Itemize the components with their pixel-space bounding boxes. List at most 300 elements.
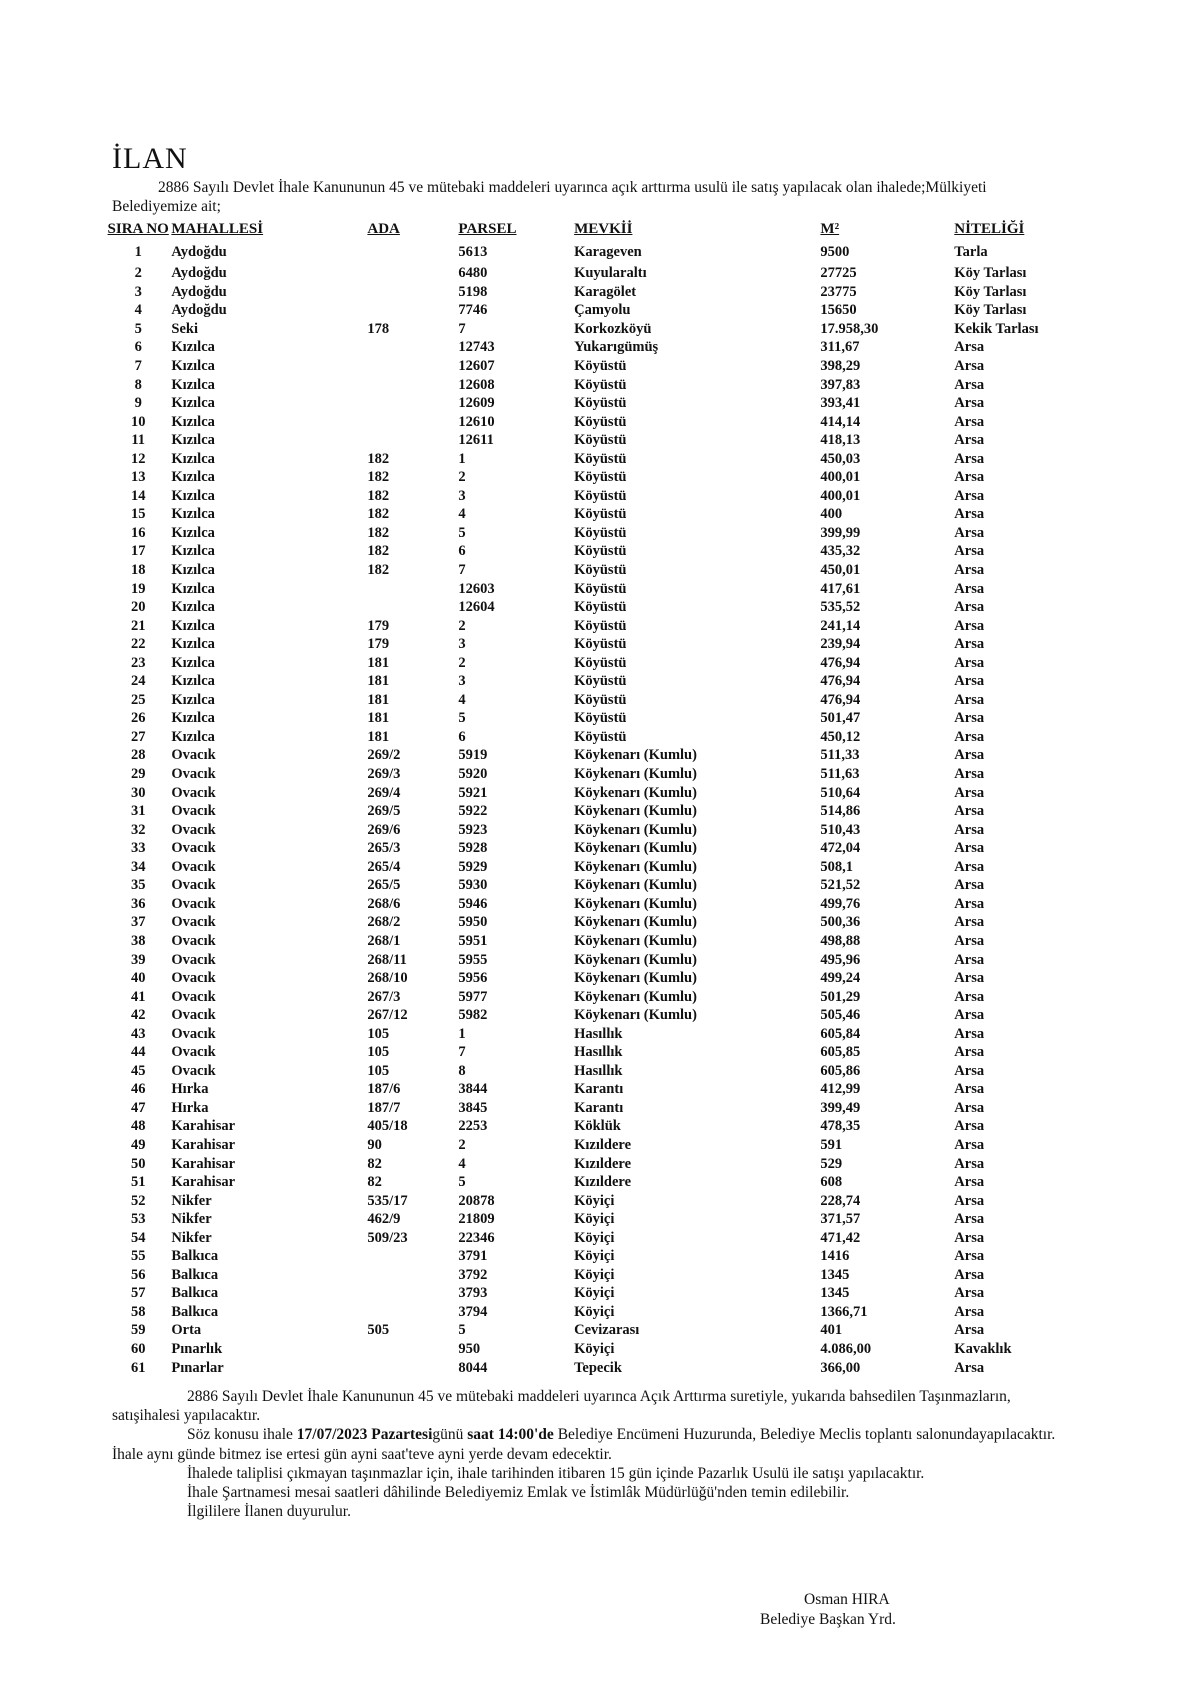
table-row: [105, 969, 1115, 988]
cell-nitelik: Arsa: [954, 821, 985, 838]
cell-parsel: 8: [458, 1062, 466, 1079]
cell-sira-no: 7: [134, 358, 142, 374]
cell-m2: 412,99: [820, 1081, 861, 1098]
cell-nitelik: Arsa: [954, 1303, 985, 1320]
closing-line-3: [112, 1425, 1142, 1444]
cell-parsel: 5977: [458, 988, 488, 1005]
cell-m2: 521,52: [820, 877, 861, 894]
cell-m2: 400,01: [820, 487, 861, 504]
cell-parsel: 3791: [458, 1248, 488, 1265]
cell-sira-no: 61: [130, 1359, 146, 1376]
table-row: [105, 691, 1115, 710]
cell-parsel: 950: [458, 1340, 481, 1357]
cell-mevki: Kızıldere: [574, 1155, 632, 1172]
signatory-name: Osman HIRA: [804, 1591, 890, 1608]
cell-ada: 268/10: [367, 970, 408, 987]
cell-sira-no: 52: [130, 1192, 146, 1209]
table-row: [105, 895, 1115, 914]
cell-mahalle: Kızılca: [171, 543, 215, 560]
cell-mevki: Korkozköyü: [574, 320, 652, 337]
cell-parsel: 5930: [458, 877, 488, 894]
cell-mahalle: Aydoğdu: [171, 265, 227, 282]
cell-mahalle: Kızılca: [171, 413, 215, 430]
cell-ada: [367, 598, 458, 617]
cell-sira-no: 28: [130, 747, 146, 764]
cell-nitelik: Arsa: [954, 358, 985, 374]
cell-ada: 535/17: [367, 1192, 408, 1209]
signature-block: [760, 1590, 896, 1630]
table-row: [105, 468, 1115, 487]
cell-sira-no: 13: [130, 469, 146, 486]
cell-parsel: 5919: [458, 747, 488, 764]
cell-ada: 181: [367, 673, 390, 690]
cell-sira-no: 21: [130, 617, 146, 634]
cell-m2: 511,33: [820, 747, 860, 764]
cell-ada: 269/3: [367, 766, 401, 783]
cell-mahalle: Kızılca: [171, 524, 215, 541]
cell-mevki: Karantı: [574, 1099, 624, 1116]
cell-ada: 269/5: [367, 803, 401, 820]
property-table: [105, 219, 1115, 1377]
cell-nitelik: Arsa: [954, 413, 985, 430]
cell-nitelik: Arsa: [954, 932, 985, 949]
cell-parsel: 5982: [458, 1007, 488, 1024]
closing-line-4: İhale aynı günde bitmez ise ertesi gün ayni saat'teve ayni yerde devam edecektir.: [112, 1445, 612, 1463]
cell-parsel: 2: [458, 469, 466, 486]
cell-ada: 187/7: [367, 1099, 401, 1116]
cell-ada: [367, 394, 458, 413]
cell-sira-no: 53: [130, 1211, 146, 1228]
cell-ada: 269/4: [367, 784, 401, 801]
cell-sira-no: 42: [130, 1007, 146, 1024]
cell-mevki: Köykenarı (Kumlu): [574, 821, 697, 838]
cell-mevki: Köykenarı (Kumlu): [574, 784, 697, 801]
cell-parsel: 4: [458, 691, 466, 708]
cell-sira-no: 56: [130, 1266, 146, 1283]
cell-mahalle: Ovacık: [171, 970, 216, 987]
cell-mevki: Köykenarı (Kumlu): [574, 840, 697, 857]
cell-parsel: 2: [458, 1136, 466, 1153]
cell-parsel: 12609: [458, 395, 495, 412]
cell-nitelik: Arsa: [954, 339, 985, 356]
cell-parsel: 3793: [458, 1285, 488, 1302]
cell-m2: 1345: [820, 1285, 850, 1302]
cell-mahalle: Kızılca: [171, 728, 215, 745]
cell-mahalle: Ovacık: [171, 821, 216, 838]
cell-nitelik: Köy Tarlası: [954, 302, 1027, 319]
table-row: [105, 375, 1115, 394]
cell-sira-no: 29: [130, 766, 146, 783]
cell-m2: 417,61: [820, 580, 861, 597]
cell-sira-no: 50: [130, 1155, 146, 1172]
cell-mahalle: Ovacık: [171, 1062, 216, 1079]
cell-m2: 241,14: [820, 617, 861, 634]
cell-mevki: Köykenarı (Kumlu): [574, 895, 697, 912]
cell-ada: 187/6: [367, 1081, 401, 1098]
cell-parsel: 6480: [458, 265, 488, 282]
cell-ada: 181: [367, 728, 390, 745]
cell-mevki: Hasıllık: [574, 1044, 623, 1061]
cell-parsel: 8044: [458, 1359, 488, 1376]
table-row: [105, 1358, 1115, 1377]
table-row: [105, 264, 1115, 283]
closing-text: [112, 1387, 1142, 1521]
cell-nitelik: Arsa: [954, 858, 985, 875]
cell-m2: 27725: [820, 265, 857, 282]
table-row: [105, 876, 1115, 895]
cell-m2: 1416: [820, 1248, 850, 1265]
cell-parsel: 7: [458, 320, 466, 337]
table-row: [105, 913, 1115, 932]
cell-ada: [367, 1247, 458, 1266]
cell-parsel: 3794: [458, 1303, 488, 1320]
table-row: [105, 1210, 1115, 1229]
table-row: [105, 1284, 1115, 1303]
cell-sira-no: 4: [134, 302, 142, 319]
table-row: [105, 431, 1115, 450]
closing-line-5: İhalede taliplisi çıkmayan taşınmazlar için, ihale tarihinden itibaren 15 gün içinde Pazarlık Usulü ile satışı yapılacaktır.: [187, 1464, 925, 1482]
cell-nitelik: Arsa: [954, 766, 985, 783]
cell-ada: 268/11: [367, 951, 407, 968]
cell-mahalle: Kızılca: [171, 450, 215, 467]
cell-mevki: Köyüstü: [574, 617, 627, 634]
cell-m2: 414,14: [820, 413, 861, 430]
table-row: [105, 1191, 1115, 1210]
cell-parsel: 5923: [458, 821, 488, 838]
cell-mahalle: Karahisar: [171, 1118, 236, 1135]
closing-p2-mid: günü: [432, 1426, 468, 1444]
cell-parsel: 5928: [458, 840, 488, 857]
cell-parsel: 3: [458, 487, 466, 504]
table-row: [105, 1266, 1115, 1285]
cell-mevki: Köyüstü: [574, 728, 627, 745]
cell-parsel: 5: [458, 1174, 466, 1191]
closing-p2-post: Belediye Encümeni Huzurunda, Belediye Meclis toplantı salonundayapılacaktır.: [553, 1426, 1056, 1444]
cell-m2: 591: [820, 1136, 843, 1153]
cell-mevki: Köyüstü: [574, 710, 627, 727]
table-row: [105, 820, 1115, 839]
table-row: [105, 1043, 1115, 1062]
cell-nitelik: Arsa: [954, 487, 985, 504]
cell-parsel: 22346: [458, 1229, 495, 1246]
cell-mevki: Köykenarı (Kumlu): [574, 877, 697, 894]
cell-sira-no: 58: [130, 1303, 146, 1320]
table-body: [105, 239, 1115, 1377]
header-mevki: MEVKİİ: [574, 220, 633, 237]
table-row: [105, 1154, 1115, 1173]
cell-m2: 450,03: [820, 450, 861, 467]
cell-ada: 269/6: [367, 821, 401, 838]
cell-nitelik: Arsa: [954, 803, 985, 820]
cell-mahalle: Balkıca: [171, 1285, 219, 1302]
cell-m2: 400: [820, 506, 843, 523]
cell-mahalle: Kızılca: [171, 617, 215, 634]
cell-mevki: Köykenarı (Kumlu): [574, 803, 697, 820]
cell-ada: [367, 1358, 458, 1377]
cell-ada: [367, 1284, 458, 1303]
cell-mevki: Yukarıgümüş: [574, 339, 659, 356]
cell-nitelik: Arsa: [954, 691, 985, 708]
header-mahalle: MAHALLESİ: [171, 220, 264, 237]
cell-sira-no: 5: [134, 320, 142, 337]
cell-nitelik: Arsa: [954, 1007, 985, 1024]
cell-mahalle: Orta: [171, 1322, 202, 1339]
cell-sira-no: 23: [130, 654, 146, 671]
cell-mevki: Köyüstü: [574, 432, 627, 449]
cell-mevki: Cevizarası: [574, 1322, 640, 1339]
table-row: [105, 1024, 1115, 1043]
cell-mevki: Köyüstü: [574, 450, 627, 467]
cell-nitelik: Arsa: [954, 1229, 985, 1246]
cell-ada: [367, 431, 458, 450]
cell-sira-no: 19: [130, 580, 146, 597]
cell-m2: 4.086,00: [820, 1340, 872, 1357]
cell-mevki: Köyiçi: [574, 1285, 615, 1302]
cell-ada: 265/5: [367, 877, 401, 894]
cell-sira-no: 38: [130, 932, 146, 949]
cell-mahalle: Kızılca: [171, 673, 215, 690]
table-row: [105, 598, 1115, 617]
cell-m2: 1366,71: [820, 1303, 868, 1320]
cell-mahalle: Ovacık: [171, 840, 216, 857]
cell-ada: 509/23: [367, 1229, 408, 1246]
table-row: [105, 746, 1115, 765]
cell-ada: 268/2: [367, 914, 401, 931]
cell-nitelik: Arsa: [954, 1118, 985, 1135]
cell-sira-no: 45: [130, 1062, 146, 1079]
cell-m2: 510,43: [820, 821, 861, 838]
cell-sira-no: 17: [130, 543, 146, 560]
cell-parsel: 2253: [458, 1118, 488, 1135]
cell-parsel: 12611: [458, 432, 494, 449]
cell-mevki: Köyüstü: [574, 413, 627, 430]
cell-parsel: 4: [458, 1155, 466, 1172]
table-row: [105, 357, 1115, 376]
cell-nitelik: Arsa: [954, 1174, 985, 1191]
cell-ada: 267/12: [367, 1007, 408, 1024]
table-row: [105, 1099, 1115, 1118]
table-row: [105, 1228, 1115, 1247]
table-row: [105, 283, 1115, 302]
cell-nitelik: Arsa: [954, 580, 985, 597]
cell-ada: [367, 357, 458, 376]
cell-sira-no: 40: [130, 970, 146, 987]
cell-ada: 181: [367, 710, 390, 727]
cell-nitelik: Arsa: [954, 840, 985, 857]
cell-sira-no: 11: [131, 432, 146, 449]
cell-sira-no: 34: [130, 858, 146, 875]
cell-nitelik: Arsa: [954, 1136, 985, 1153]
cell-sira-no: 6: [134, 339, 142, 356]
cell-parsel: 6: [458, 543, 466, 560]
cell-ada: 178: [367, 320, 390, 337]
table-row: [105, 802, 1115, 821]
cell-nitelik: Arsa: [954, 450, 985, 467]
cell-mevki: Köyüstü: [574, 524, 627, 541]
auction-date: 17/07/2023 Pazartesi: [296, 1426, 433, 1444]
cell-mahalle: Kızılca: [171, 395, 215, 412]
header-sira-no: SIRA NO: [107, 220, 169, 237]
cell-parsel: 20878: [458, 1192, 495, 1209]
cell-mevki: Köykenarı (Kumlu): [574, 988, 697, 1005]
cell-m2: 499,76: [820, 895, 861, 912]
cell-parsel: 3: [458, 673, 466, 690]
cell-m2: 471,42: [820, 1229, 861, 1246]
cell-mahalle: Kızılca: [171, 654, 215, 671]
table-row: [105, 320, 1115, 339]
cell-mevki: Hasıllık: [574, 1062, 623, 1079]
cell-ada: 182: [367, 562, 390, 579]
cell-mahalle: Ovacık: [171, 803, 216, 820]
cell-mahalle: Kızılca: [171, 358, 215, 374]
cell-ada: 179: [367, 636, 390, 653]
cell-mahalle: Kızılca: [171, 487, 215, 504]
cell-m2: 508,1: [820, 858, 854, 875]
cell-parsel: 3: [458, 636, 466, 653]
cell-m2: 9500: [820, 243, 850, 260]
cell-m2: 371,57: [820, 1211, 861, 1228]
cell-mevki: Kuyularaltı: [574, 265, 647, 282]
cell-m2: 393,41: [820, 395, 861, 412]
cell-mahalle: Ovacık: [171, 988, 216, 1005]
cell-nitelik: Arsa: [954, 673, 985, 690]
cell-mevki: Köyiçi: [574, 1303, 615, 1320]
cell-parsel: 21809: [458, 1211, 495, 1228]
cell-mevki: Çamyolu: [574, 302, 631, 319]
cell-mahalle: Kızılca: [171, 376, 215, 393]
cell-nitelik: Arsa: [954, 395, 985, 412]
cell-ada: 105: [367, 1062, 390, 1079]
table-row: [105, 542, 1115, 561]
cell-sira-no: 9: [134, 395, 142, 412]
cell-mahalle: Kızılca: [171, 339, 215, 356]
cell-mahalle: Nikfer: [171, 1211, 212, 1228]
cell-mahalle: Ovacık: [171, 895, 216, 912]
table-row: [105, 1173, 1115, 1192]
cell-sira-no: 24: [130, 673, 146, 690]
cell-nitelik: Köy Tarlası: [954, 283, 1027, 300]
cell-mahalle: Pınarlık: [171, 1340, 223, 1357]
cell-sira-no: 18: [130, 562, 146, 579]
closing-line-1: 2886 Sayılı Devlet İhale Kanununun 45 ve mütebaki maddeleri uyarınca Açık Arttırma suretiyle, yukarıda bahsedilen Taşınmazların,: [187, 1388, 1011, 1405]
cell-nitelik: Arsa: [954, 1285, 985, 1302]
cell-mahalle: Karahisar: [171, 1155, 236, 1172]
table-row: [105, 653, 1115, 672]
cell-mahalle: Aydoğdu: [171, 283, 227, 300]
cell-m2: 510,64: [820, 784, 861, 801]
cell-mevki: Kızıldere: [574, 1136, 632, 1153]
cell-parsel: 2: [458, 654, 466, 671]
cell-mevki: Köykenarı (Kumlu): [574, 914, 697, 931]
cell-mahalle: Karahisar: [171, 1174, 236, 1191]
cell-parsel: 3845: [458, 1099, 488, 1116]
cell-ada: [367, 338, 458, 357]
cell-ada: 269/2: [367, 747, 401, 764]
cell-mevki: Köyüstü: [574, 469, 627, 486]
cell-nitelik: Arsa: [954, 1266, 985, 1283]
cell-mahalle: Ovacık: [171, 784, 216, 801]
cell-nitelik: Arsa: [954, 1322, 985, 1339]
cell-sira-no: 47: [130, 1099, 146, 1116]
cell-ada: 181: [367, 691, 390, 708]
table-row: [105, 635, 1115, 654]
cell-sira-no: 37: [130, 914, 146, 931]
table-row: [105, 505, 1115, 524]
cell-mahalle: Kızılca: [171, 469, 215, 486]
table-row: [105, 950, 1115, 969]
cell-m2: 399,99: [820, 524, 861, 541]
table-row: [105, 239, 1115, 264]
cell-nitelik: Arsa: [954, 562, 985, 579]
intro-line-2: Belediyemize ait;: [112, 198, 221, 215]
signatory-position: Belediye Başkan Yrd.: [760, 1611, 896, 1628]
closing-p2-pre: Söz konusu ihale: [187, 1426, 297, 1444]
cell-parsel: 5955: [458, 951, 488, 968]
header-parsel: PARSEL: [458, 220, 517, 237]
cell-sira-no: 46: [130, 1081, 146, 1098]
cell-sira-no: 20: [130, 599, 146, 616]
cell-nitelik: Arsa: [954, 877, 985, 894]
table-row: [105, 1303, 1115, 1322]
cell-parsel: 5920: [458, 766, 488, 783]
cell-m2: 476,94: [820, 673, 861, 690]
cell-sira-no: 48: [130, 1118, 146, 1135]
table-row: [105, 1340, 1115, 1359]
cell-mevki: Köykenarı (Kumlu): [574, 1007, 697, 1024]
cell-m2: 23775: [820, 283, 857, 300]
cell-mevki: Köyiçi: [574, 1266, 615, 1283]
cell-parsel: 5613: [458, 243, 488, 260]
cell-mevki: Köyüstü: [574, 376, 627, 393]
cell-m2: 418,13: [820, 432, 861, 449]
cell-sira-no: 36: [130, 895, 146, 912]
cell-parsel: 1: [458, 450, 466, 467]
table-row: [105, 1247, 1115, 1266]
cell-ada: 182: [367, 469, 390, 486]
cell-m2: 498,88: [820, 932, 861, 949]
cell-mahalle: Aydoğdu: [171, 302, 227, 319]
cell-ada: [367, 301, 458, 320]
table-row: [105, 1080, 1115, 1099]
cell-m2: 472,04: [820, 840, 861, 857]
table-header-row: [105, 219, 1115, 239]
cell-parsel: 5: [458, 1322, 466, 1339]
cell-sira-no: 32: [130, 821, 146, 838]
cell-nitelik: Arsa: [954, 506, 985, 523]
cell-sira-no: 3: [134, 283, 142, 300]
cell-mahalle: Kızılca: [171, 432, 215, 449]
cell-nitelik: Arsa: [954, 784, 985, 801]
cell-sira-no: 14: [130, 487, 146, 504]
cell-nitelik: Köy Tarlası: [954, 265, 1027, 282]
cell-sira-no: 16: [130, 524, 146, 541]
cell-mevki: Köykenarı (Kumlu): [574, 858, 697, 875]
cell-mahalle: Kızılca: [171, 599, 215, 616]
cell-parsel: 12610: [458, 413, 495, 430]
cell-mevki: Köyüstü: [574, 395, 627, 412]
table-row: [105, 1136, 1115, 1155]
cell-mevki: Köyiçi: [574, 1248, 615, 1265]
cell-sira-no: 57: [130, 1285, 146, 1302]
cell-mahalle: Ovacık: [171, 914, 216, 931]
cell-mevki: Köyüstü: [574, 691, 627, 708]
cell-m2: 505,46: [820, 1007, 861, 1024]
cell-ada: [367, 579, 458, 598]
cell-m2: 605,84: [820, 1025, 861, 1042]
table-row: [105, 394, 1115, 413]
cell-mevki: Hasıllık: [574, 1025, 623, 1042]
table-row: [105, 338, 1115, 357]
